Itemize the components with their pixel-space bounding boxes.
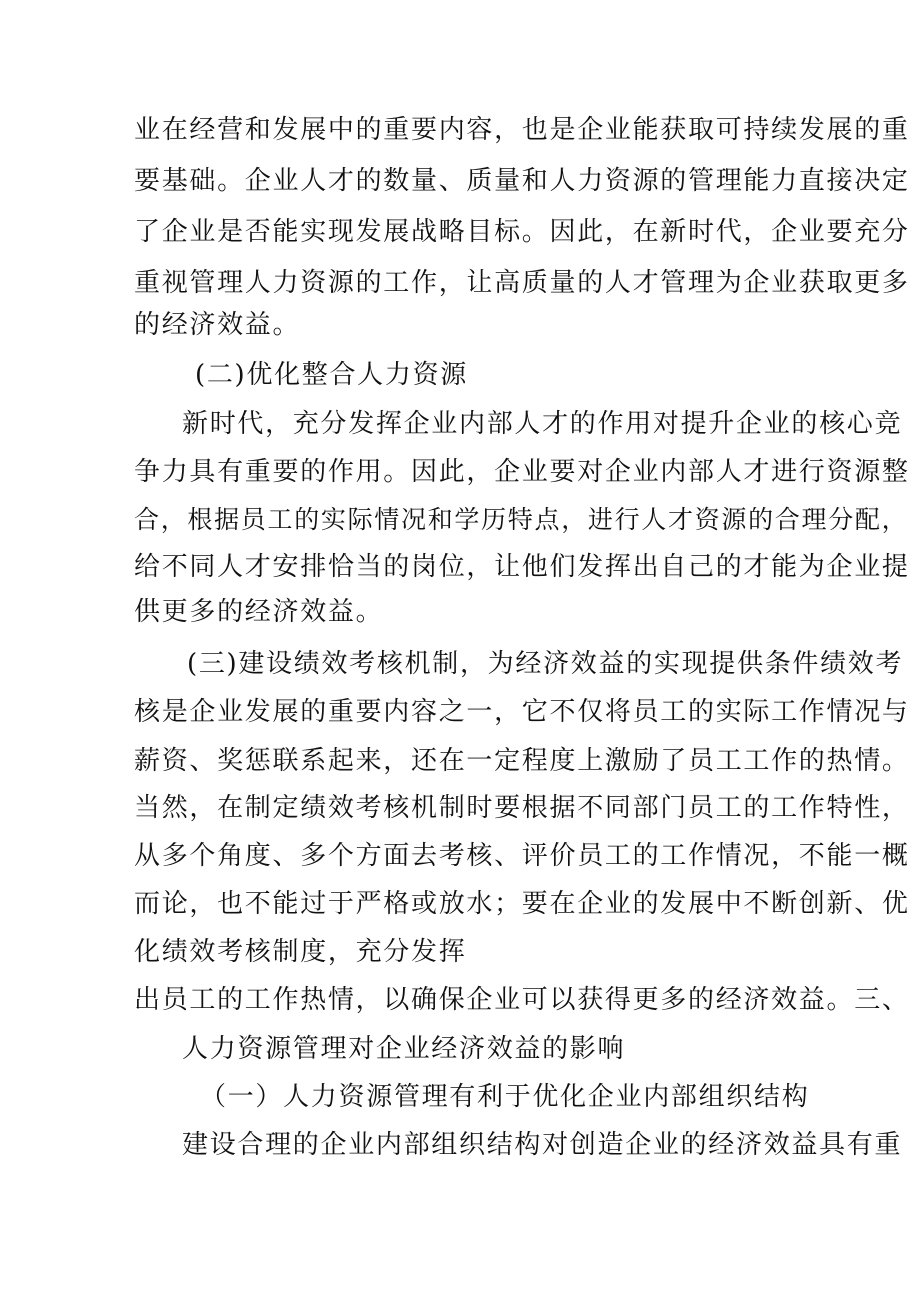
section-heading: (三)建设绩效考核机制，为经济效益的实现提供条件绩效考 [187,649,904,679]
text-line: 从多个角度、多个方面去考核、评价员工的工作情况，不能一概 [134,841,910,871]
text-line: 要基础。企业人才的数量、质量和人力资源的管理能力直接决定 [134,166,910,196]
text-line: 了企业是否能实现发展战略目标。因此，在新时代，企业要充分 [134,217,910,247]
text-line: 薪资、奖惩联系起来，还在一定程度上激励了员工工作的热情。 [134,746,910,776]
text-line: 合，根据员工的实际情况和学历特点，进行人才资源的合理分配， [134,505,909,534]
text-line: 争力具有重要的作用。因此，企业要对企业内部人才进行资源整 [134,457,910,487]
section-heading: 人力资源管理对企业经济效益的影响 [182,1034,626,1064]
text-line: 的经济效益。 [134,310,301,340]
text-line: 业在经营和发展中的重要内容，也是企业能获取可持续发展的重 [134,115,910,145]
text-line: 新时代，充分发挥企业内部人才的作用对提升企业的核心竞 [182,409,903,439]
text-line: 核是企业发展的重要内容之一，它不仅将员工的实际工作情况与 [134,697,910,727]
text-line: 给不同人才安排恰当的岗位，让他们发挥出自己的才能为企业提 [134,552,910,582]
text-line: 供更多的经济效益。 [134,597,384,627]
text-line: 而论，也不能过于严格或放水；要在企业的发展中不断创新、优 [134,889,910,919]
subsection-heading: （一）人力资源管理有利于优化企业内部组织结构 [200,1082,810,1112]
section-heading: (二)优化整合人力资源 [195,360,468,390]
text-line: 出员工的工作热情，以确保企业可以获得更多的经济效益。三、 [134,985,910,1015]
text-line: 化绩效考核制度，充分发挥 [134,937,467,967]
text-line: 当然，在制定绩效考核机制时要根据不同部门员工的工作特性， [134,793,910,823]
text-line: 重视管理人力资源的工作，让高质量的人才管理为企业获取更多 [134,268,910,298]
text-line: 建设合理的企业内部组织结构对创造企业的经济效益具有重 [182,1130,903,1160]
